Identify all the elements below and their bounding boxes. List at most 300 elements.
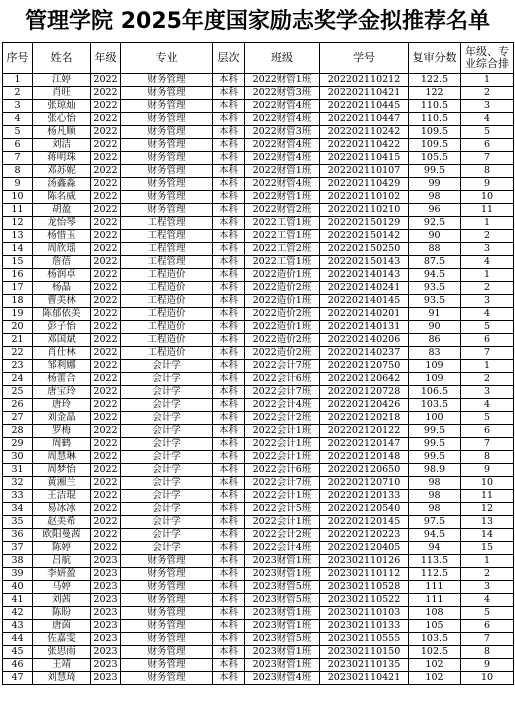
col-major-cell: 财务管理 [121, 659, 213, 672]
col-level-cell: 本科 [213, 464, 245, 477]
col-class-cell: 2022财管4班 [245, 178, 320, 191]
col-major-cell: 财务管理 [121, 633, 213, 646]
col-score-cell: 86 [409, 334, 461, 347]
col-index-cell: 14 [3, 243, 33, 256]
col-student-id-cell: 202202110429 [320, 178, 409, 191]
col-class-cell: 2022财管1班 [245, 165, 320, 178]
col-index-cell: 47 [3, 672, 33, 685]
col-grade-cell: 2023 [91, 646, 121, 659]
col-index-cell: 24 [3, 373, 33, 386]
col-name-cell: 张思雨 [33, 646, 91, 659]
table-row [3, 425, 514, 438]
col-major-cell: 会计学 [121, 438, 213, 451]
col-rank-cell: 5 [461, 126, 514, 139]
col-class-cell: 2022会计1班 [245, 451, 320, 464]
col-major-cell: 会计学 [121, 464, 213, 477]
col-grade-cell: 2023 [91, 607, 121, 620]
col-index-cell: 37 [3, 542, 33, 555]
col-level-cell: 本科 [213, 490, 245, 503]
col-class-cell: 2022造价2班 [245, 308, 320, 321]
col-score-cell: 98 [409, 490, 461, 503]
table-row [3, 438, 514, 451]
col-major-cell: 财务管理 [121, 100, 213, 113]
col-major-cell: 会计学 [121, 399, 213, 412]
col-class-cell: 2022会计4班 [245, 399, 320, 412]
col-score-cell: 109.5 [409, 126, 461, 139]
col-student-id-cell: 202202110422 [320, 139, 409, 152]
table-row [3, 87, 514, 100]
col-rank-cell: 3 [461, 243, 514, 256]
col-index-cell: 5 [3, 126, 33, 139]
nominee-table [2, 42, 514, 685]
col-name-cell: 陈婷 [33, 542, 91, 555]
col-class-cell: 2022会计6班 [245, 464, 320, 477]
col-major-cell: 财务管理 [121, 581, 213, 594]
col-rank-cell: 10 [461, 477, 514, 490]
col-index-cell: 32 [3, 477, 33, 490]
col-name-cell: 易冰冰 [33, 503, 91, 516]
col-major-cell: 财务管理 [121, 555, 213, 568]
col-rank-cell: 12 [461, 503, 514, 516]
col-student-id-cell: 202202140143 [320, 269, 409, 282]
col-grade-cell: 2022 [91, 464, 121, 477]
col-name-cell: 刘茜 [33, 594, 91, 607]
col-grade-cell: 2023 [91, 581, 121, 594]
table-row [3, 295, 514, 308]
col-major-cell: 会计学 [121, 412, 213, 425]
col-name-cell: 邓国斌 [33, 334, 91, 347]
col-index-cell: 9 [3, 178, 33, 191]
col-class-cell: 2022会计2班 [245, 529, 320, 542]
col-major-cell: 财务管理 [121, 74, 213, 87]
col-student-id-cell: 202202150250 [320, 243, 409, 256]
col-class-cell: 2023财管5班 [245, 594, 320, 607]
col-index-cell: 30 [3, 451, 33, 464]
table-row [3, 516, 514, 529]
table-row [3, 607, 514, 620]
col-level-cell: 本科 [213, 594, 245, 607]
col-rank-cell: 3 [461, 386, 514, 399]
col-class-cell: 2022造价2班 [245, 334, 320, 347]
col-score-cell: 102 [409, 659, 461, 672]
col-index-cell: 11 [3, 204, 33, 217]
col-class-cell: 2023财管1班 [245, 568, 320, 581]
col-level-cell: 本科 [213, 555, 245, 568]
col-index-cell: 2 [3, 87, 33, 100]
page-title: 管理学院 2025年度国家励志奖学金拟推荐名单 [25, 9, 490, 34]
col-rank-cell: 2 [461, 373, 514, 386]
table-row [3, 568, 514, 581]
col-rank-cell: 15 [461, 542, 514, 555]
col-student-id-cell: 202202110210 [320, 204, 409, 217]
col-class-cell: 2022会计7班 [245, 360, 320, 373]
col-index-cell: 33 [3, 490, 33, 503]
col-student-id-cell: 202302110112 [320, 568, 409, 581]
table-row [3, 113, 514, 126]
col-name-cell: 刘慧琦 [33, 672, 91, 685]
col-name-cell: 曹美林 [33, 295, 91, 308]
col-student-id-cell: 202202120426 [320, 399, 409, 412]
col-index-cell: 17 [3, 282, 33, 295]
col-index-cell: 25 [3, 386, 33, 399]
col-student-id-cell: 202202110212 [320, 74, 409, 87]
col-name-cell: 杨凡顺 [33, 126, 91, 139]
col-major-cell: 工程管理 [121, 256, 213, 269]
col-grade-cell: 2022 [91, 243, 121, 256]
col-level-cell: 本科 [213, 282, 245, 295]
col-index-cell: 43 [3, 620, 33, 633]
col-index-cell: 21 [3, 334, 33, 347]
col-major-cell: 会计学 [121, 516, 213, 529]
col-student-id-cell: 202202140206 [320, 334, 409, 347]
col-level-cell: 本科 [213, 113, 245, 126]
col-major-header: 专业 [121, 43, 213, 74]
col-index-cell: 22 [3, 347, 33, 360]
col-rank-cell: 6 [461, 334, 514, 347]
col-index-cell: 20 [3, 321, 33, 334]
col-major-cell: 财务管理 [121, 594, 213, 607]
col-name-cell: 王靖 [33, 659, 91, 672]
col-class-cell: 2023财管5班 [245, 633, 320, 646]
col-rank-cell: 6 [461, 139, 514, 152]
col-score-cell: 99.5 [409, 438, 461, 451]
col-grade-cell: 2022 [91, 256, 121, 269]
col-score-cell: 103.5 [409, 633, 461, 646]
col-student-id-cell: 202302110421 [320, 672, 409, 685]
col-level-cell: 本科 [213, 165, 245, 178]
col-grade-cell: 2022 [91, 295, 121, 308]
col-level-cell: 本科 [213, 308, 245, 321]
col-name-cell: 杨惜玉 [33, 230, 91, 243]
col-level-cell: 本科 [213, 477, 245, 490]
table-row [3, 659, 514, 672]
col-student-id-header: 学号 [320, 43, 409, 74]
col-major-cell: 会计学 [121, 542, 213, 555]
table-row [3, 386, 514, 399]
col-student-id-cell: 202202140145 [320, 295, 409, 308]
col-score-cell: 99.5 [409, 165, 461, 178]
col-level-cell: 本科 [213, 334, 245, 347]
col-grade-cell: 2022 [91, 74, 121, 87]
col-name-cell: 唐茵 [33, 620, 91, 633]
col-grade-cell: 2022 [91, 178, 121, 191]
col-class-cell: 2023财管5班 [245, 581, 320, 594]
col-name-cell: 彭子怡 [33, 321, 91, 334]
col-rank-cell: 7 [461, 438, 514, 451]
col-score-cell: 105 [409, 620, 461, 633]
col-score-cell: 103.5 [409, 399, 461, 412]
col-grade-cell: 2023 [91, 594, 121, 607]
col-class-cell: 2022造价1班 [245, 295, 320, 308]
table-row [3, 178, 514, 191]
table-row [3, 594, 514, 607]
col-class-cell: 2022会计4班 [245, 542, 320, 555]
col-level-cell: 本科 [213, 503, 245, 516]
col-score-cell: 93.5 [409, 295, 461, 308]
col-grade-cell: 2023 [91, 568, 121, 581]
col-rank-cell: 2 [461, 230, 514, 243]
col-level-cell: 本科 [213, 74, 245, 87]
col-score-cell: 102 [409, 672, 461, 685]
col-rank-cell: 1 [461, 74, 514, 87]
col-name-cell: 蒋明珠 [33, 152, 91, 165]
col-student-id-cell: 202302110555 [320, 633, 409, 646]
col-rank-cell: 3 [461, 100, 514, 113]
col-class-cell: 2022会计1班 [245, 490, 320, 503]
col-index-cell: 13 [3, 230, 33, 243]
col-score-cell: 111 [409, 594, 461, 607]
table-row [3, 490, 514, 503]
col-grade-cell: 2022 [91, 386, 121, 399]
col-score-cell: 99 [409, 178, 461, 191]
col-score-cell: 96 [409, 204, 461, 217]
col-grade-cell: 2022 [91, 373, 121, 386]
col-class-cell: 2022工管1班 [245, 256, 320, 269]
col-class-cell: 2022财管3班 [245, 126, 320, 139]
col-major-cell: 会计学 [121, 529, 213, 542]
col-score-cell: 105.5 [409, 152, 461, 165]
col-major-cell: 工程管理 [121, 230, 213, 243]
col-level-cell: 本科 [213, 438, 245, 451]
table-row [3, 464, 514, 477]
col-grade-cell: 2022 [91, 438, 121, 451]
col-major-cell: 工程造价 [121, 295, 213, 308]
col-score-cell: 106.5 [409, 386, 461, 399]
table-row [3, 100, 514, 113]
table-row [3, 74, 514, 87]
col-rank-cell: 4 [461, 256, 514, 269]
col-grade-cell: 2022 [91, 347, 121, 360]
table-row [3, 555, 514, 568]
table-row [3, 360, 514, 373]
col-index-cell: 12 [3, 217, 33, 230]
col-class-cell: 2022工管2班 [245, 243, 320, 256]
col-grade-cell: 2022 [91, 308, 121, 321]
col-grade-cell: 2022 [91, 217, 121, 230]
table-row [3, 412, 514, 425]
col-grade-cell: 2023 [91, 659, 121, 672]
table-row [3, 230, 514, 243]
table-row [3, 347, 514, 360]
col-rank-cell: 4 [461, 594, 514, 607]
col-name-cell: 王洁琨 [33, 490, 91, 503]
col-index-cell: 10 [3, 191, 33, 204]
col-major-cell: 财务管理 [121, 152, 213, 165]
col-name-cell: 李妍盈 [33, 568, 91, 581]
col-major-cell: 财务管理 [121, 139, 213, 152]
col-level-cell: 本科 [213, 126, 245, 139]
table-row [3, 269, 514, 282]
col-grade-cell: 2023 [91, 672, 121, 685]
col-score-cell: 94.5 [409, 529, 461, 542]
col-class-cell: 2022会计2班 [245, 412, 320, 425]
col-rank-cell: 10 [461, 191, 514, 204]
col-grade-cell: 2022 [91, 334, 121, 347]
col-level-cell: 本科 [213, 672, 245, 685]
table-row [3, 620, 514, 633]
col-major-cell: 财务管理 [121, 568, 213, 581]
col-index-cell: 8 [3, 165, 33, 178]
col-rank-cell: 1 [461, 269, 514, 282]
col-student-id-cell: 202202120147 [320, 438, 409, 451]
col-level-cell: 本科 [213, 399, 245, 412]
col-grade-cell: 2022 [91, 477, 121, 490]
col-score-cell: 102.5 [409, 646, 461, 659]
col-name-cell: 胡盈 [33, 204, 91, 217]
col-score-cell: 88 [409, 243, 461, 256]
col-level-cell: 本科 [213, 321, 245, 334]
col-level-header: 层次 [213, 43, 245, 74]
col-score-cell: 109 [409, 360, 461, 373]
col-student-id-cell: 202202140201 [320, 308, 409, 321]
col-level-cell: 本科 [213, 373, 245, 386]
col-grade-cell: 2023 [91, 555, 121, 568]
col-student-id-cell: 202202120540 [320, 503, 409, 516]
col-rank-cell: 4 [461, 399, 514, 412]
col-grade-cell: 2022 [91, 425, 121, 438]
col-name-cell: 杨晶 [33, 282, 91, 295]
col-class-cell: 2023财管1班 [245, 646, 320, 659]
col-class-cell: 2022会计1班 [245, 425, 320, 438]
col-student-id-cell: 202202120650 [320, 464, 409, 477]
col-student-id-cell: 202302110133 [320, 620, 409, 633]
table-row [3, 165, 514, 178]
col-grade-cell: 2022 [91, 399, 121, 412]
col-major-cell: 会计学 [121, 503, 213, 516]
col-student-id-cell: 202202110447 [320, 113, 409, 126]
col-score-cell: 109 [409, 373, 461, 386]
col-class-cell: 2022财管2班 [245, 204, 320, 217]
col-rank-cell: 13 [461, 516, 514, 529]
col-name-cell: 刘金晶 [33, 412, 91, 425]
col-index-cell: 34 [3, 503, 33, 516]
col-score-cell: 110.5 [409, 100, 461, 113]
col-name-cell: 陈名威 [33, 191, 91, 204]
col-grade-cell: 2022 [91, 282, 121, 295]
table-row [3, 399, 514, 412]
col-score-cell: 108 [409, 607, 461, 620]
col-score-cell: 98 [409, 191, 461, 204]
col-score-cell: 91 [409, 308, 461, 321]
col-score-cell: 98 [409, 503, 461, 516]
col-rank-cell: 10 [461, 672, 514, 685]
col-name-cell: 陈郁依美 [33, 308, 91, 321]
col-grade-cell: 2022 [91, 412, 121, 425]
col-grade-cell: 2022 [91, 360, 121, 373]
col-grade-cell: 2022 [91, 204, 121, 217]
col-grade-cell: 2022 [91, 542, 121, 555]
col-grade-cell: 2022 [91, 230, 121, 243]
col-name-cell: 邓苏妮 [33, 165, 91, 178]
col-rank-cell: 7 [461, 347, 514, 360]
col-score-cell: 109.5 [409, 139, 461, 152]
col-student-id-cell: 202202110102 [320, 191, 409, 204]
col-student-id-cell: 202302110135 [320, 659, 409, 672]
col-student-id-cell: 202302110126 [320, 555, 409, 568]
col-major-cell: 工程造价 [121, 347, 213, 360]
col-class-cell: 2023财管1班 [245, 555, 320, 568]
col-student-id-cell: 202202140237 [320, 347, 409, 360]
col-class-cell: 2022财管1班 [245, 74, 320, 87]
col-index-cell: 35 [3, 516, 33, 529]
col-index-cell: 26 [3, 399, 33, 412]
col-index-cell: 19 [3, 308, 33, 321]
col-student-id-cell: 202202110415 [320, 152, 409, 165]
col-grade-cell: 2022 [91, 321, 121, 334]
col-index-cell: 16 [3, 269, 33, 282]
col-major-cell: 会计学 [121, 386, 213, 399]
col-score-cell: 111 [409, 581, 461, 594]
col-index-cell: 15 [3, 256, 33, 269]
col-index-cell: 18 [3, 295, 33, 308]
col-class-cell: 2022造价2班 [245, 282, 320, 295]
col-class-cell: 2022会计6班 [245, 373, 320, 386]
col-student-id-cell: 202202120405 [320, 542, 409, 555]
col-class-header: 班级 [245, 43, 320, 74]
col-major-cell: 财务管理 [121, 607, 213, 620]
table-row [3, 191, 514, 204]
col-student-id-cell: 202202140131 [320, 321, 409, 334]
table-row [3, 152, 514, 165]
col-student-id-cell: 202202110421 [320, 87, 409, 100]
col-grade-cell: 2022 [91, 126, 121, 139]
col-class-cell: 2022造价2班 [245, 347, 320, 360]
col-rank-cell: 1 [461, 217, 514, 230]
col-class-cell: 2022财管3班 [245, 87, 320, 100]
col-index-cell: 4 [3, 113, 33, 126]
col-rank-cell: 14 [461, 529, 514, 542]
col-level-cell: 本科 [213, 217, 245, 230]
col-level-cell: 本科 [213, 152, 245, 165]
col-index-cell: 38 [3, 555, 33, 568]
col-level-cell: 本科 [213, 633, 245, 646]
table-row [3, 451, 514, 464]
col-rank-cell: 11 [461, 490, 514, 503]
col-grade-cell: 2023 [91, 620, 121, 633]
col-rank-cell: 2 [461, 282, 514, 295]
col-level-cell: 本科 [213, 360, 245, 373]
col-rank-cell: 3 [461, 295, 514, 308]
col-major-cell: 财务管理 [121, 113, 213, 126]
table-row [3, 217, 514, 230]
col-score-cell: 99.5 [409, 425, 461, 438]
col-class-cell: 2022财管4班 [245, 139, 320, 152]
col-score-cell: 90 [409, 230, 461, 243]
col-student-id-cell: 202202120728 [320, 386, 409, 399]
col-index-cell: 28 [3, 425, 33, 438]
col-class-cell: 2022财管4班 [245, 113, 320, 126]
col-score-cell: 94 [409, 542, 461, 555]
col-major-cell: 工程管理 [121, 243, 213, 256]
table-row [3, 256, 514, 269]
col-major-cell: 工程造价 [121, 321, 213, 334]
table-row [3, 204, 514, 217]
col-index-cell: 36 [3, 529, 33, 542]
col-grade-cell: 2022 [91, 165, 121, 178]
col-name-cell: 佐嘉雯 [33, 633, 91, 646]
col-class-cell: 2022财管1班 [245, 191, 320, 204]
col-rank-cell: 7 [461, 152, 514, 165]
col-level-cell: 本科 [213, 191, 245, 204]
col-rank-cell: 5 [461, 412, 514, 425]
col-grade-cell: 2022 [91, 529, 121, 542]
table-row [3, 308, 514, 321]
col-name-cell: 杨润卓 [33, 269, 91, 282]
col-level-cell: 本科 [213, 516, 245, 529]
col-major-cell: 财务管理 [121, 178, 213, 191]
col-class-cell: 2023财管1班 [245, 659, 320, 672]
table-row [3, 503, 514, 516]
